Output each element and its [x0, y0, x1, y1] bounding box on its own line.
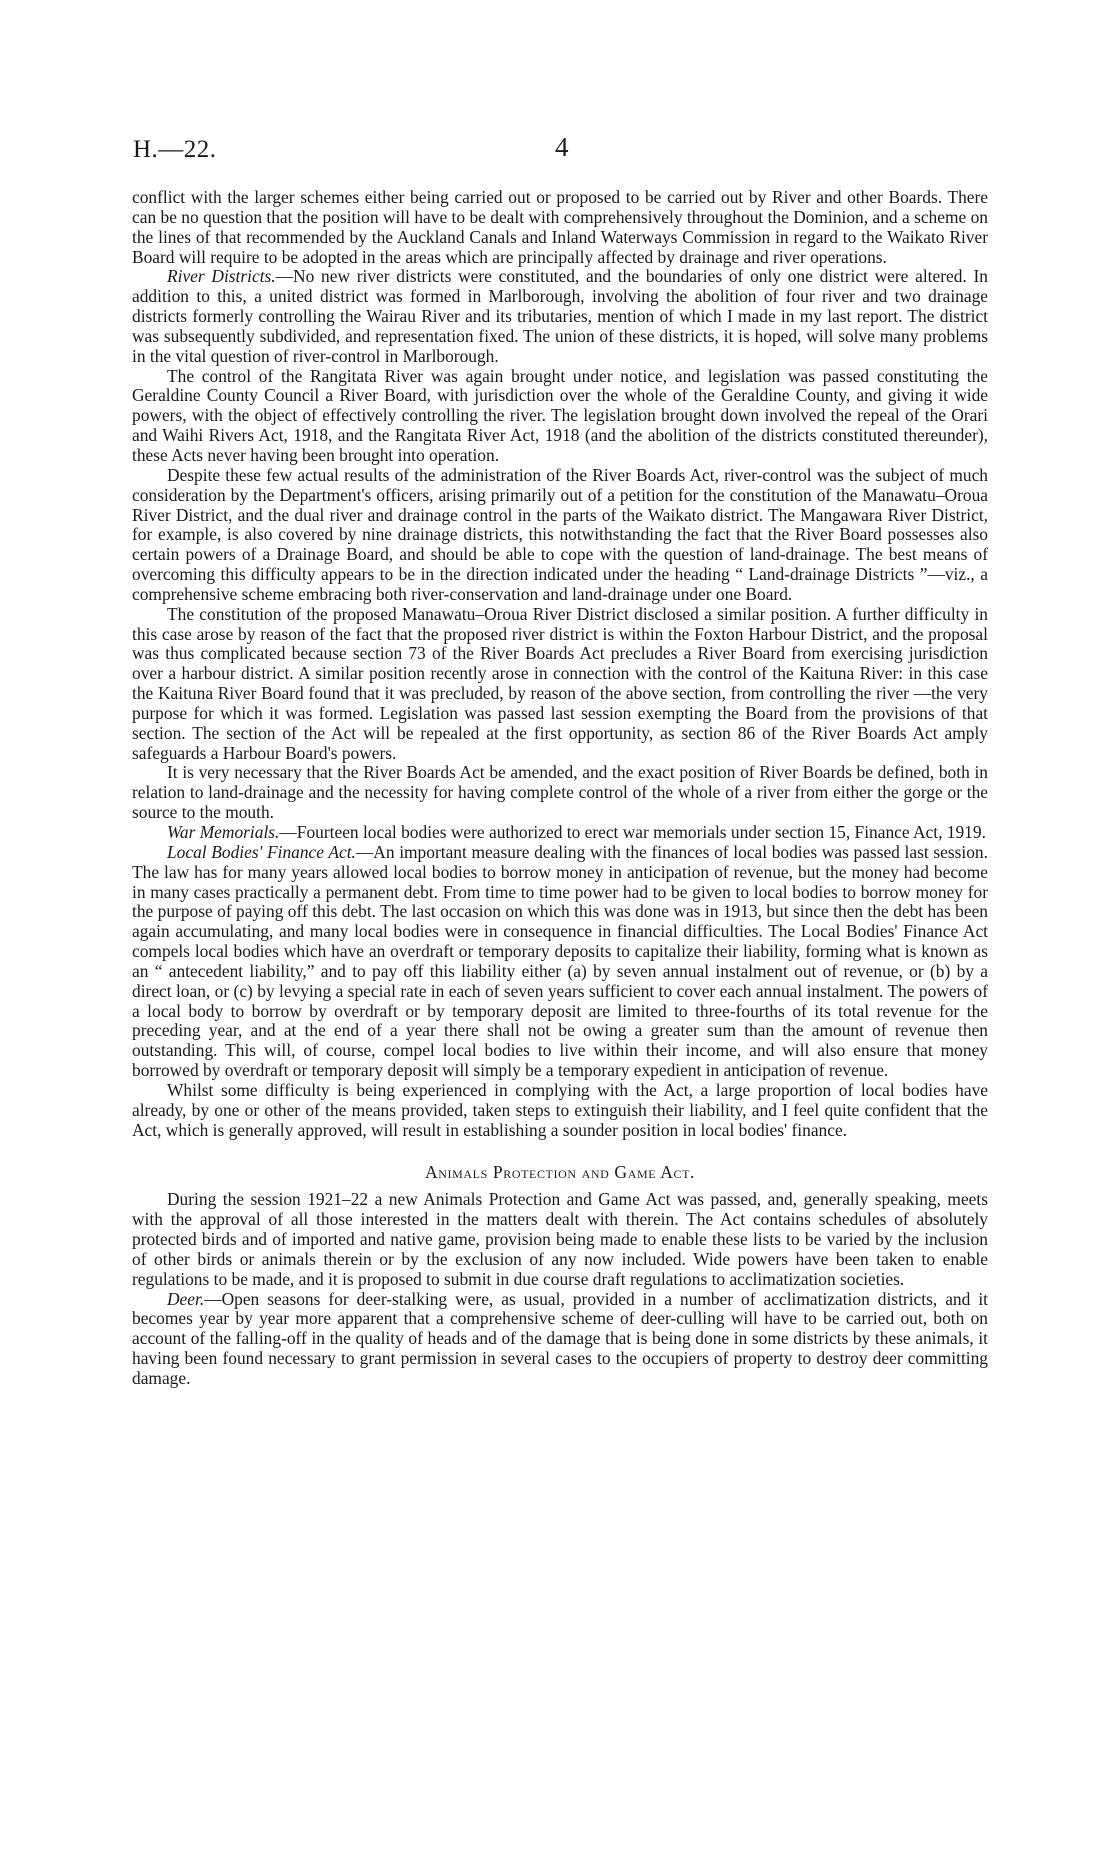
paragraph-animals-protection: [132, 1190, 988, 1289]
paragraph-heading: Deer.: [167, 1288, 205, 1309]
page-body: [132, 188, 988, 1389]
paragraph-war-memorials: [132, 823, 988, 843]
paragraph-text: —No new river districts were constituted, and the boundaries of only one district were altered. In addition to this, a united district was formed in Marlborough, involving the abolition of four river and two drainage districts formerly controlling the Wairau River and its tributaries, mention of which I made in my last report. The district was subsequently subdivided, and representation fixed. The union of these districts, it is hoped, will solve many problems in the vital question of river-control in Marlborough.: [132, 266, 988, 366]
paragraph-text: Whilst some difficulty is being experienced in complying with the Act, a large proportion of local bodies have already, by one or other of the means provided, taken steps to extinguish their liability, and I feel quite confident that the Act, which is generally approved, will result in establishing a sounder position in local bodies' finance.: [132, 1079, 988, 1140]
paragraph-text: —An important measure dealing with the finances of local bodies was passed last session. The law has for many years allowed local bodies to borrow money in anticipation of revenue, but the money had become in many cases practically a permanent debt. From time to time power had to be given to local bodies to borrow money for the purpose of paying off this debt. The last occasion on which this was done was in 1913, but since then the debt has been again accumulating, and many local bodies were in consequence in financial difficulties. The Local Bodies' Finance Act compels local bodies which have an overdraft or temporary deposits to capitalize their liability, forming what is known as an “ antecedent liability,” and to pay off this liability either (a) by seven annual instalment out of revenue, or (b) by a direct loan, or (c) by levying a special rate in each of seven years sufficient to cover each annual instalment. The powers of a local body to borrow by overdraft or by temporary deposit are limited to three-fourths of its total revenue for the preceding year, and at the end of a year there shall not be owing a greater sum than the amount of revenue then outstanding. This will, of course, compel local bodies to live within their income, and will also ensure that money borrowed by overdraft or temporary deposit will simply be a temporary expedient in anticipation of revenue.: [132, 841, 988, 1081]
paragraph-heading: River Districts.: [167, 266, 276, 287]
paragraph-text: Despite these few actual results of the administration of the River Boards Act, river-control was the subject of much consideration by the Department's officers, arising primarily out of a petition for the constitution of the Manawatu–Oroua River District, and the dual river and drainage control in the parts of the Waikato district. The Mangawara River District, for example, is also covered by nine drainage districts, this notwithstanding the fact that the River Board possesses also certain powers of a Drainage Board, and should be able to cope with the question of land-drainage. The best means of overcoming this difficulty appears to be in the direction indicated under the heading “ Land-drainage Districts ”—viz., a comprehensive scheme embracing both river-conservation and land-drainage under one Board.: [132, 464, 988, 604]
paragraph-river-districts: [132, 267, 988, 366]
section-heading: Animals Protection and Game Act.: [424, 1161, 696, 1182]
paragraph-text: —Open seasons for deer-stalking were, as usual, provided in a number of acclimatization districts, and it becomes year by year more apparent that a comprehensive scheme of deer-culling will have to be carried out, both on account of the falling-off in the quality of heads and of the damage that is being done in some districts by these animals, it having been found necessary to grant permission in several cases to the occupiers of property to destroy deer committing damage.: [132, 1288, 988, 1388]
page-number: 4: [555, 132, 569, 162]
paragraph-text: It is very necessary that the River Boards Act be amended, and the exact position of River Boards be defined, both in relation to land-drainage and the necessity for having complete control of the whole of a river from either the gorge or the source to the mouth.: [132, 762, 988, 823]
paragraph-deer: [132, 1290, 988, 1389]
page-header: [133, 132, 983, 176]
paragraph-text: The control of the Rangitata River was again brought under notice, and legislation was passed constituting the Geraldine County Council a River Board, with jurisdiction over the whole of the Geraldine County, and giving it wide powers, with the object of effectively controlling the river. The legislation brought down involved the repeal of the Orari and Waihi Rivers Act, 1918, and the Rangitata River Act, 1918 (and the abolition of the districts constituted thereunder), these Acts never having been brought into operation.: [132, 365, 988, 465]
paragraph-text: conflict with the larger schemes either being carried out or proposed to be carried out by River and other Boards. There can be no question that the position will have to be dealt with comprehensively throughout the Dominion, and a scheme on the lines of that recommended by the Auckland Canals and Inland Waterways Commission in regard to the Waikato River Board will require to be adopted in the areas which are principally affected by drainage and river operations.: [132, 187, 988, 267]
paragraph-text: —Fourteen local bodies were authorized to erect war memorials under section 15, Finance Act, 1919.: [279, 822, 986, 842]
paragraph-text: During the session 1921–22 a new Animals Protection and Game Act was passed, and, generally speaking, meets with the approval of all those interested in the matters dealt with therein. The Act contains schedules of absolutely protected birds and of imported and native game, provision being made to enable these lists to be varied by the inclusion of other birds or animals therein or by the exclusion of any now included. Wide powers have been taken to enable regulations to be made, and it is proposed to submit in due course draft regulations to acclimatization societies.: [132, 1189, 988, 1289]
paragraph-river-control: [132, 466, 988, 605]
paragraph-river-boards-act: [132, 763, 988, 823]
document-code: H.—22.: [133, 136, 217, 163]
paragraph-finance-compliance: [132, 1081, 988, 1141]
paragraph-local-bodies-finance: [132, 843, 988, 1081]
paragraph-rangitata-river: [132, 367, 988, 466]
paragraph-heading: Local Bodies' Finance Act.: [167, 841, 356, 862]
paragraph-manawatu-oroua: [132, 605, 988, 764]
paragraph-text: The constitution of the proposed Manawatu–Oroua River District disclosed a similar position. A further difficulty in this case arose by reason of the fact that the proposed river district is within the Foxton Harbour District, and the proposal was thus complicated because section 73 of the River Boards Act precludes a River Board from exercising jurisdiction over a harbour district. A similar position recently arose in connection with the control of the Kaituna River: in this case the Kaituna River Board found that it was precluded, by reason of the above section, from controlling the river —the very purpose for which it was formed. Legislation was passed last session exempting the Board from the provisions of that section. The section of the Act will be repealed at the first opportunity, as section 86 of the River Boards Act amply safeguards a Harbour Board's powers.: [132, 603, 988, 763]
paragraph-continued: [132, 188, 988, 267]
paragraph-heading: War Memorials.: [167, 822, 280, 842]
